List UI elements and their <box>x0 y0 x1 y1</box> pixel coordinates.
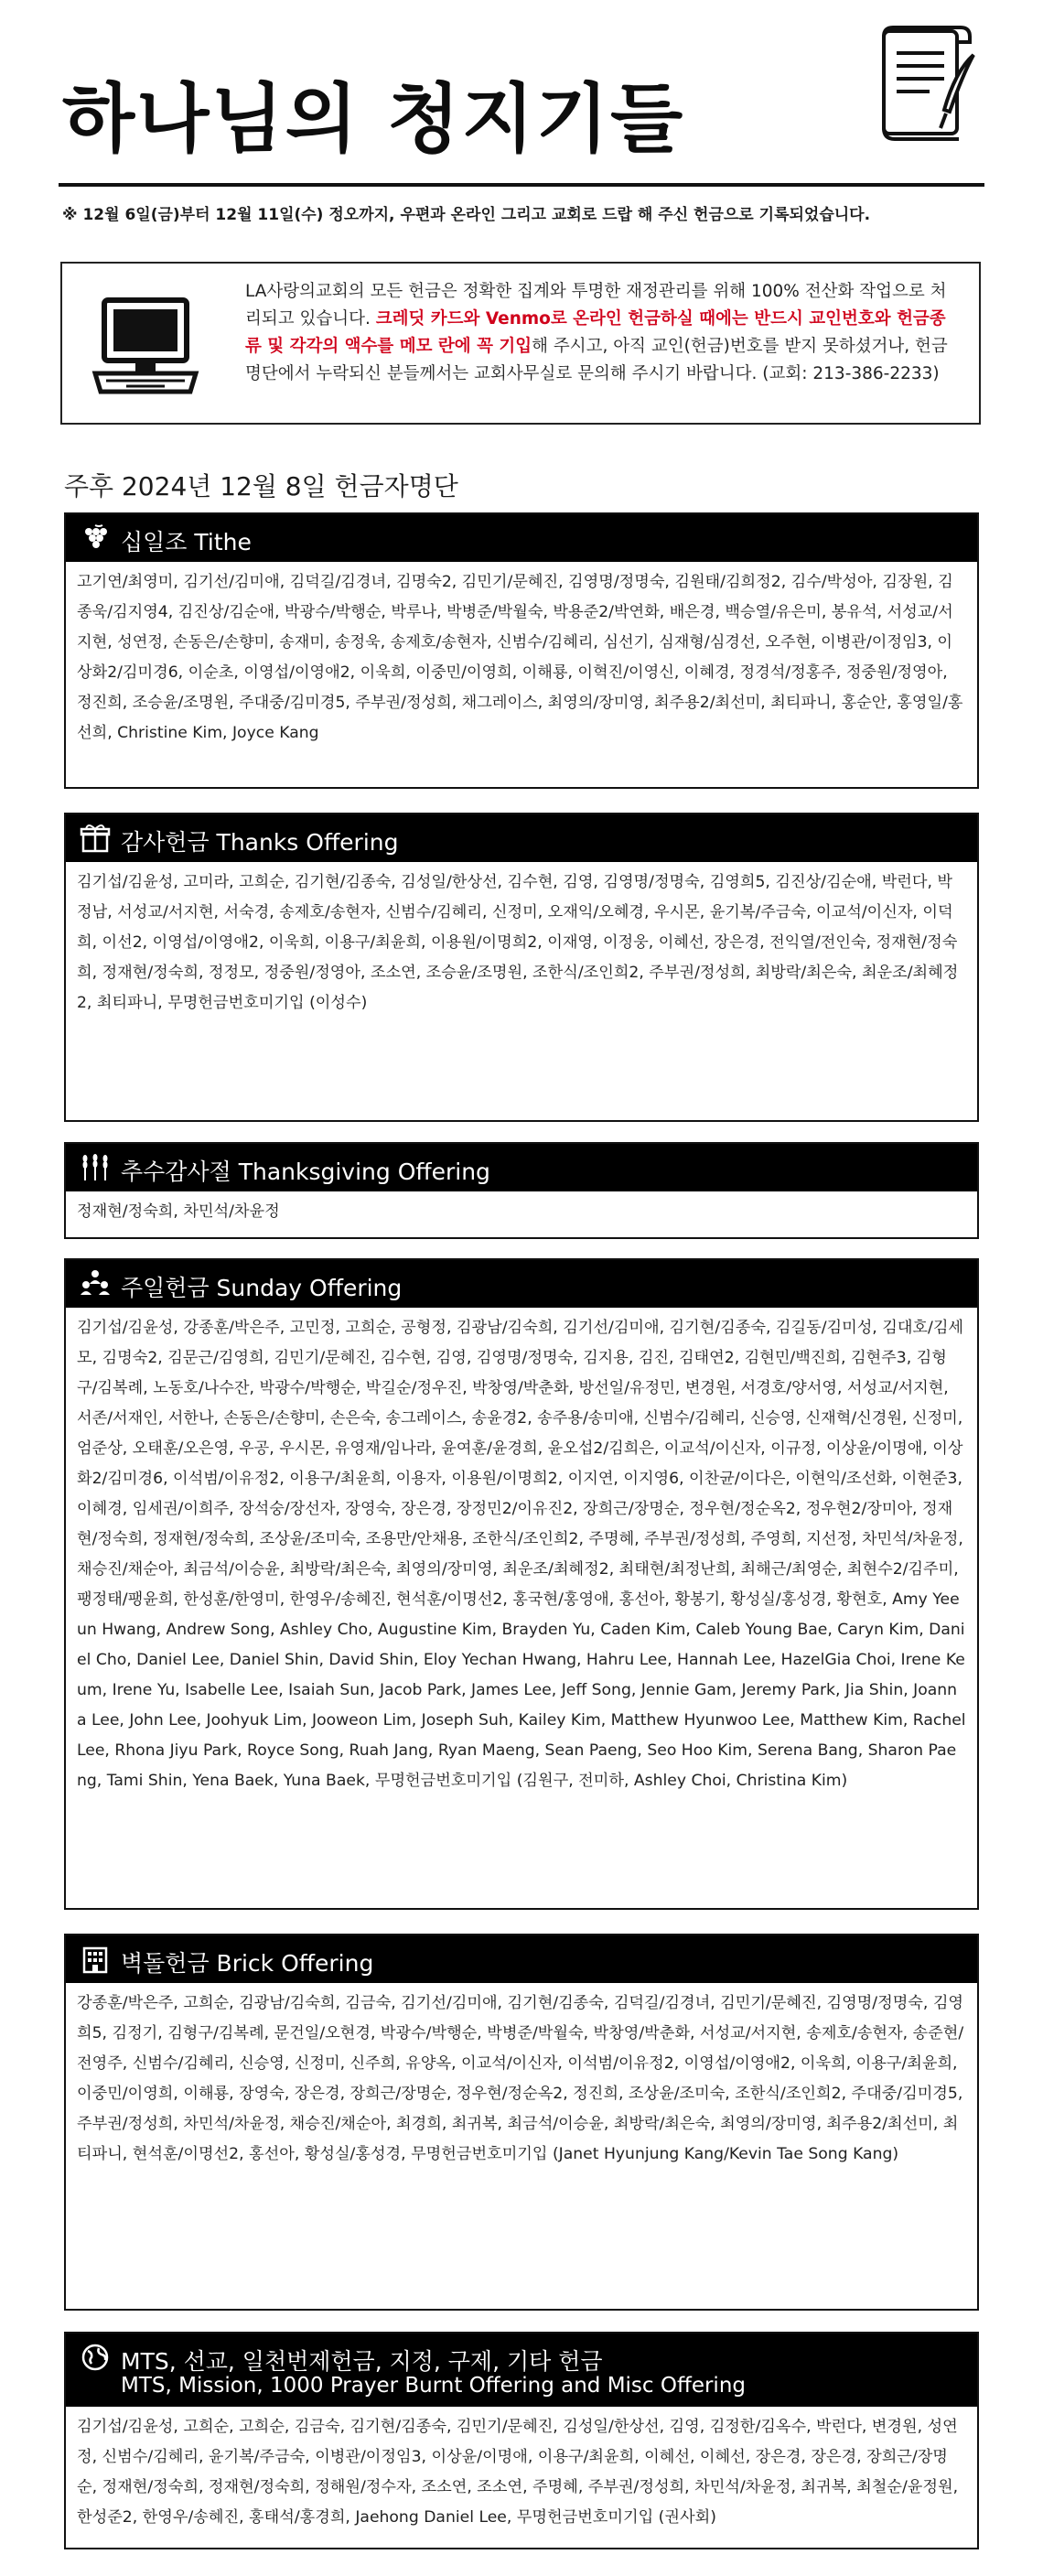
scroll-quill-icon <box>871 18 979 146</box>
donor-list: 강종훈/박은주, 고희순, 김광남/김숙희, 김금숙, 김기선/김미애, 김기현/김종숙, 김덕길/김경녀, 김민기/문혜진, 김영명/정명숙, 김영희5, 김정기, 김형구/김복례, 문건일/오현경, 박광수/박행순, 박병준/박월숙, 박창영/박춘화, 서성교/서지현, 송제호/송현자, 송준현/전영주, 신범수/김혜리, 신승영, 신정미, 신주희, 유양옥, 이교석/이신자, 이석범/이유정2, 이영섭/이영애2, 이욱희, 이용구/최윤희, 이중민/이영희, 이해룡, 장영숙, 장은경, 장희근/장명순, 정우현/정순옥2, 정진희, 조상윤/조미숙, 조한식/조인희2, 주대중/김미경5, 주부권/정성희, 차민석/차윤정, 채승진/채순아, 최경희, 최귀복, 최금석/이승윤, 최방락/최은숙, 최영의/장미영, 최주용2/최선미, 최티파니, 현석훈/이명선2, 홍선아, 황성실/홍성경, 무명헌금번호미기입 (Janet Hyunjung Kang/Kevin Tae Song Kang) <box>77 1994 964 2163</box>
section-thanksgiving-offering <box>64 1142 979 1239</box>
section-header <box>66 2333 977 2407</box>
info-text-highlight: 크레딧 카드와 Venmo로 온라인 헌금하실 때에는 반드시 교인번호와 헌금종류 및 각각의 액수를 메모 란에 꼭 기입 <box>245 309 946 356</box>
grapes-icon <box>79 523 112 553</box>
globe-icon <box>79 2343 112 2372</box>
section-header <box>66 1144 977 1191</box>
section-brick-offering <box>64 1934 979 2311</box>
section-tithe <box>64 512 979 789</box>
section-mts-mission-misc <box>64 2332 979 2549</box>
section-subtitle: MTS, Mission, 1000 Prayer Burnt Offering and Misc Offering <box>121 2374 746 2398</box>
section-title: MTS, 선교, 일천번제헌금, 지정, 구제, 기타 헌금 <box>121 2348 603 2375</box>
donor-list: 김기섭/김윤성, 고미라, 고희순, 김기현/김종숙, 김성일/한상선, 김수현, 김영, 김영명/정명숙, 김영희5, 김진상/김순애, 박런다, 박정남, 서성교/서지현, 서숙경, 송제호/송현자, 신범수/김혜리, 신정미, 오재익/오혜경, 우시몬, 윤기복/주금숙, 이교석/이신자, 이덕희, 이선2, 이영섭/이영애2, 이욱희, 이용구/최윤희, 이용원/이명희2, 이재영, 이정웅, 이혜선, 장은경, 전익열/전인숙, 정재현/정숙희, 정재현/정숙희, 정정모, 정중원/정영아, 조소연, 조승윤/조명원, 조한식/조인희2, 주부권/정성희, 최방락/최은숙, 최운조/최혜정2, 최티파니, 무명헌금번호미기입 (이성수) <box>77 873 959 1012</box>
donor-list: 김기섭/김윤성, 강종훈/박은주, 고민정, 고희순, 공형정, 김광남/김숙희, 김기선/김미애, 김기현/김종숙, 김길동/김미성, 김대호/김세모, 김명숙2, 김문근/김영희, 김민기/문혜진, 김수현, 김영, 김영명/정명숙, 김지용, 김진, 김태연2, 김현민/백진희, 김현주3, 김형구/김복례, 노동호/나수잔, 박광수/박행순, 박길순/정우진, 박창영/박춘화, 방선일/유정민, 변경원, 서경호/양서영, 서성교/서지현, 서존/서재인, 서한나, 손동은/손향미, 손은숙, 송그레이스, 송윤경2, 송주용/송미애, 신범수/김혜리, 신승영, 신재혁/신경원, 신정미, 엄준상, 오태훈/오은영, 우공, 우시몬, 유영재/임나라, 윤여훈/윤경희, 윤오섭2/김희은, 이교석/이신자, 이규정, 이상윤/이명애, 이상화2/김미경6, 이석범/이유정2, 이용구/최윤희, 이용자, 이용원/이명희2, 이지연, 이지영6, 이찬균/이다은, 이현익/조선화, 이현준3, 이혜경, 임세권/이희주, 장석숭/장선자, 장영숙, 장은경, 장정민2/이유진2, 장희근/장명순, 정우현/정순옥2, 정우현2/장미아, 정재현/정숙희, 정재현/정숙희, 조상윤/조미숙, 조용만/안채용, 조한식/조인희2, 주명혜, 주부권/정성희, 주영희, 지선정, 차민석/차윤정, 채승진/채순아, 최금석/이승윤, 최방락/최은숙, 최영의/장미영, 최운조/최혜정2, 최태현/최정난희, 최해근/최영순, 최현수2/김주미, 팽정태/팽윤희, 한성훈/한영미, 한영우/송혜진, 현석훈/이명선2, 홍국현/홍영애, 홍선아, 황봉기, 황성실/홍성경, 황현호, Amy Yeeun Hwang, Andrew Song, Ashley Cho, Augustine Kim, Brayden Yu, Caden Kim, Caleb Young Bae, Caryn Kim, Daniel Cho, Daniel Lee, Daniel Shin, David Shin, Eloy Yechan Hwang, Hahru Lee, Hannah Lee, HazelGia Choi, Irene Keum, Irene Yu, Isabelle Lee, Isaiah Sun, Jacob Park, James Lee, Jeff Song, Jennie Gam, Jeremy Park, Jia Shin, Joanna Lee, John Lee, Joohyuk Lim, Jooweon Lim, Joseph Suh, Kailey Kim, Matthew Hyunwoo Lee, Matthew Kim, Rachel Lee, Rhona Jiyu Park, Royce Song, Ruah Jang, Ryan Maeng, Sean Paeng, Seo Hoo Kim, Serena Bang, Sharon Paeng, Tami Shin, Yena Baek, Yuna Baek, 무명헌금번호미기입 (김원구, 전미하, Ashley Choi, Christina Kim) <box>77 1319 966 1790</box>
section-title: 추수감사절 Thanksgiving Offering <box>121 1159 490 1185</box>
section-header <box>66 1935 977 1983</box>
header-rule <box>59 183 984 187</box>
gift-icon <box>79 824 112 853</box>
info-box <box>60 262 981 425</box>
section-header <box>66 814 977 862</box>
info-text-part1: LA사랑의교회의 모든 헌금은 정확한 집계와 투명한 재정관리를 위해 100% 전산화 작업으로 처리되고 있습니다. <box>245 282 947 329</box>
period-notice: ※ 12월 6일(금)부터 12월 11일(수) 정오까지, 우편과 온라인 그리고 교회로 드랍 해 주신 헌금으로 기록되었습니다. <box>62 206 871 224</box>
donor-list: 정재현/정숙희, 차민석/차윤정 <box>77 1202 280 1221</box>
section-title: 벽돌헌금 Brick Offering <box>121 1950 374 1977</box>
section-title: 감사헌금 Thanks Offering <box>121 829 399 856</box>
date-heading: 주후 2024년 12월 8일 헌금자명단 <box>64 471 458 501</box>
donor-list: 고기연/최영미, 김기선/김미애, 김덕길/김경녀, 김명숙2, 김민기/문혜진, 김영명/정명숙, 김원태/김희정2, 김수/박성아, 김장원, 김종욱/김지영4, 김진상/김순애, 박광수/박행순, 박루나, 박병준/박월숙, 박용준2/박연화, 배은경, 백승열/유은미, 봉유석, 서성교/서지현, 성연정, 손동은/손향미, 송재미, 송정욱, 송제호/송현자, 신범수/김혜리, 심선기, 심재형/심경선, 오주현, 이병관/이정임3, 이상화2/김미경6, 이순초, 이영섭/이영애2, 이욱희, 이중민/이영희, 이해룡, 이혁진/이영신, 이혜경, 정경석/정홍주, 정중원/정영아, 정진희, 조승윤/조명원, 주대중/김미경5, 주부권/정성희, 채그레이스, 최영의/장미영, 최주용2/최선미, 최티파니, 홍순안, 홍영일/홍선희, Christine Kim, Joyce Kang <box>77 573 963 742</box>
building-icon <box>79 1945 112 1974</box>
section-header <box>66 1260 977 1308</box>
section-title: 십일조 Tithe <box>121 529 252 555</box>
section-title: 주일헌금 Sunday Offering <box>121 1275 403 1301</box>
people-icon <box>79 1269 112 1299</box>
computer-icon <box>90 289 201 401</box>
section-sunday-offering <box>64 1258 979 1910</box>
info-text-part2: 해 주시고, 아직 교인(헌금)번호를 받지 못하셨거나, 헌금 명단에서 누락되신 분들께서는 교회사무실로 문의해 주시기 바랍니다. (교회: 213-386-2233) <box>245 337 948 383</box>
donor-list: 김기섭/김윤성, 고희순, 고희순, 김금숙, 김기현/김종숙, 김민기/문혜진, 김성일/한상선, 김영, 김정한/김옥수, 박런다, 변경원, 성연정, 신범수/김혜리, 윤기복/주금숙, 이병관/이정임3, 이상윤/이명애, 이용구/최윤희, 이혜선, 이혜선, 장은경, 장은경, 장희근/장명순, 정재현/정숙희, 정재현/정숙희, 정해원/정수자, 조소연, 조소연, 주명혜, 주부권/정성희, 차민석/차윤정, 최귀복, 최철순/윤정원, 한성준2, 한영우/송혜진, 홍태석/홍경희, Jaehong Daniel Lee, 무명헌금번호미기입 (권사회) <box>77 2418 959 2527</box>
info-text <box>245 278 950 388</box>
wheat-icon <box>79 1153 112 1182</box>
page-title: 하나님의 청지기들 <box>62 76 685 163</box>
section-header <box>66 514 977 562</box>
section-thanks-offering <box>64 813 979 1122</box>
